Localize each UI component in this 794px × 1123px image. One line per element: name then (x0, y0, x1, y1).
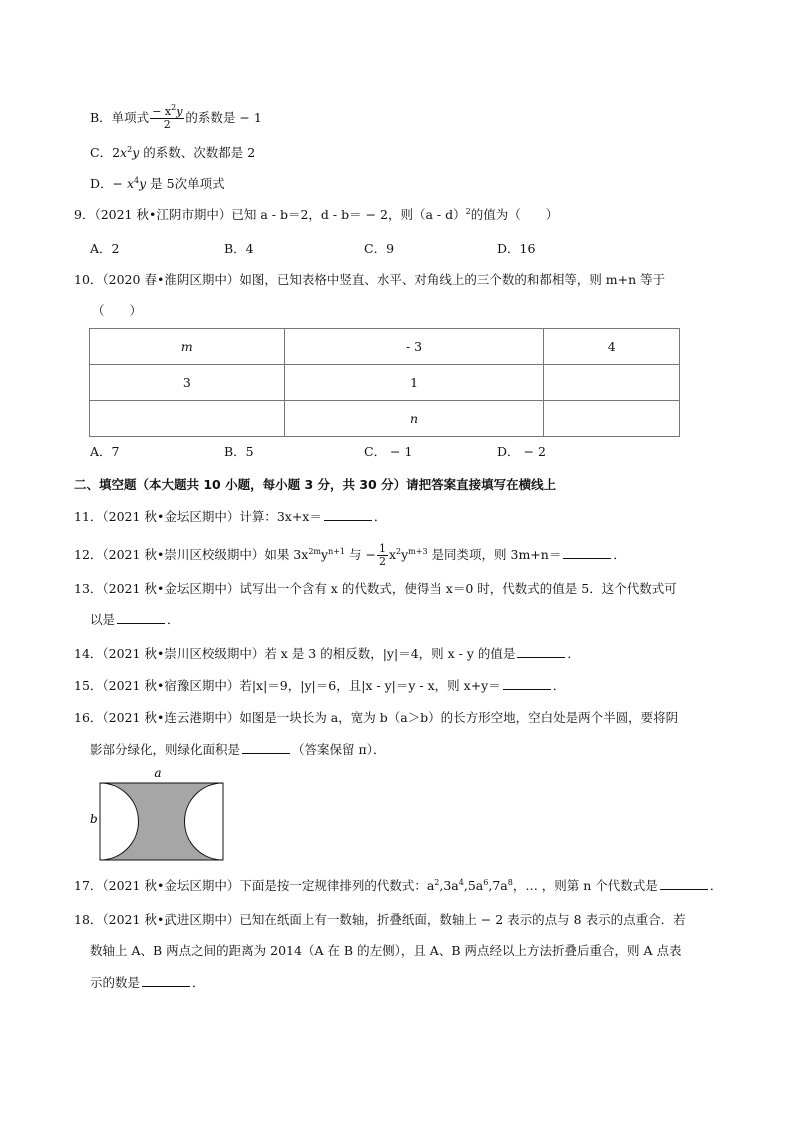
answer-blank[interactable] (517, 645, 565, 658)
q10-stem: 10．（2020 春•淮阴区期中）如图，已知表格中竖直、水平、对角线上的三个数的和都相等，则 m+n 等于 (74, 272, 666, 287)
q15: 15．（2021 秋•宿豫区期中）若|x|＝9，|y|＝6，且|x - y|＝y - x，则 x+y＝ ． (74, 678, 566, 693)
q11: 11．（2021 秋•金坛区期中）计算：3x+x＝ ． (74, 509, 387, 524)
label-a: a (154, 766, 162, 780)
rectangle-semicircles-figure (86, 765, 228, 865)
table-row (90, 401, 680, 437)
q9-option-b: B．4 (224, 241, 254, 256)
q16-line2: 影部分绿化，则绿化面积是 （答案保留 π）． (90, 742, 386, 757)
q9-option-a: A．2 (90, 241, 120, 256)
table-cell: 3 (90, 365, 285, 401)
q10-option-b: B．5 (224, 444, 254, 459)
table-cell: n (284, 401, 544, 437)
table-cell: 4 (544, 329, 680, 365)
answer-blank[interactable] (324, 508, 372, 521)
q16: 16．（2021 秋•连云港期中）如图是一块长为 a，宽为 b（a＞b）的长方形空地，空白处是两个半圆，要将阴 (74, 710, 679, 725)
q12: 12．（2021 秋•崇川区校级期中）如果 $3x^{2m}y^{n+1}$ 与 − $\frac{1}{2}$ $x^2y^{m+3}$ 是同类项，则 3m+n＝ ． (74, 542, 626, 568)
label-b: b (90, 812, 98, 826)
magic-square-table (89, 328, 680, 437)
section-heading: 二、填空题（本大题共 10 小题，每小题 3 分，共 30 分）请把答案直接填写在横线上 (74, 477, 557, 492)
answer-blank[interactable] (660, 877, 708, 890)
q17: 17．（2021 秋•金坛区期中）下面是按一定规律排列的代数式：$a^2,3a^4,5a^6,7a^8$，… ，则第 n 个代数式是 ． (74, 878, 723, 893)
table-cell (90, 401, 285, 437)
q8-option-c: C．$2x^2y$ 的系数、次数都是 2 (90, 145, 256, 160)
table-row (90, 329, 680, 365)
q18-line3: 示的数是 ． (90, 975, 205, 990)
answer-blank[interactable] (242, 741, 290, 754)
table-cell: - 3 (284, 329, 544, 365)
table-row (90, 365, 680, 401)
q8-option-b (90, 103, 262, 131)
table-cell: 1 (284, 365, 544, 401)
q8-b-prefix: B．单项式 (90, 110, 150, 125)
q18-line2: 数轴上 A、B 两点之间的距离为 2014（A 在 B 的左侧），且 A、B 两点经以上方法折叠后重合，则 A 点表 (90, 943, 682, 958)
q14: 14．（2021 秋•崇川区校级期中）若 x 是 3 的相反数，|y|＝4，则 x - y 的值是 ． (74, 646, 580, 661)
q8-option-d: D．− $x^4y$ 是 5次单项式 (90, 176, 225, 191)
table-cell: m (90, 329, 285, 365)
answer-blank[interactable] (142, 974, 190, 987)
q10-paren: （ ） (92, 303, 143, 318)
table-cell (544, 365, 680, 401)
q13: 13．（2021 秋•金坛区期中）试写出一个含有 x 的代数式，使得当 x＝0 时，代数式的值是 5．这个代数式可 (74, 581, 677, 596)
answer-blank[interactable] (563, 546, 611, 559)
q12-fraction: $\frac{1}{2}$ (378, 542, 386, 568)
table-cell (544, 401, 680, 437)
q13-line2: 以是 ． (90, 612, 180, 627)
q10-option-d: D． − 2 (497, 444, 546, 459)
q8-b-suffix: 的系数是 − 1 (185, 110, 262, 125)
q18: 18．（2021 秋•武进区期中）已知在纸面上有一数轴，折叠纸面，数轴上 − 2 表示的点与 8 表示的点重合．若 (74, 912, 686, 927)
q9-option-d: D．16 (497, 241, 536, 256)
q10-option-c: C． − 1 (364, 444, 413, 459)
answer-blank[interactable] (117, 611, 165, 624)
q9-option-c: C．9 (364, 241, 395, 256)
q8-b-fraction: $\frac{- x^2y}{2}$ (152, 103, 183, 131)
q9-stem: 9．（2021 秋•江阴市期中）已知 a - b＝2，d - b＝ − 2，则（a - d）$^2$的值为（ ） (74, 207, 559, 222)
q10-option-a: A．7 (90, 444, 120, 459)
answer-blank[interactable] (503, 677, 551, 690)
